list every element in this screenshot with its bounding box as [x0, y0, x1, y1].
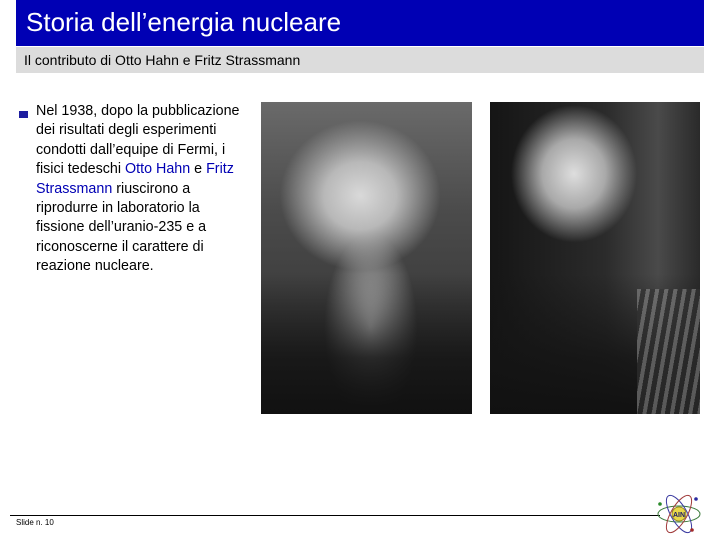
bullet-text-start: Nel 1938, dopo la pubblicazione dei risultati degli esperimenti condotti dall’equipe di Fermi, i fisici tedeschi	[36, 103, 240, 178]
bullet-icon	[19, 111, 28, 118]
ain-logo-icon	[654, 490, 704, 536]
slide-number: Slide n. 10	[16, 518, 54, 527]
chair-stripes	[637, 289, 700, 414]
portrait-photo-right	[490, 102, 700, 414]
portrait-photo-left	[261, 102, 472, 414]
highlight-fritz-strassmann: Fritz Strassmann	[36, 161, 234, 197]
title-bar	[16, 0, 704, 46]
bullet-paragraph	[36, 102, 242, 277]
footer-divider	[10, 515, 660, 516]
bullet-text-end: riuscirono a riprodurre in laboratorio la fissione dell’uranio-235 e a riconoscerne il carattere di reazione nucleare.	[36, 180, 207, 275]
slide-subtitle: Il contributo di Otto Hahn e Fritz Strassmann	[24, 52, 301, 68]
subtitle-bar	[16, 47, 704, 73]
photo-shading	[261, 274, 472, 414]
slide-title: Storia dell’energia nucleare	[26, 7, 342, 37]
bullet-text-connector: e	[190, 161, 207, 178]
highlight-otto-hahn: Otto Hahn	[125, 161, 191, 178]
logo-text: AIN	[672, 512, 686, 519]
